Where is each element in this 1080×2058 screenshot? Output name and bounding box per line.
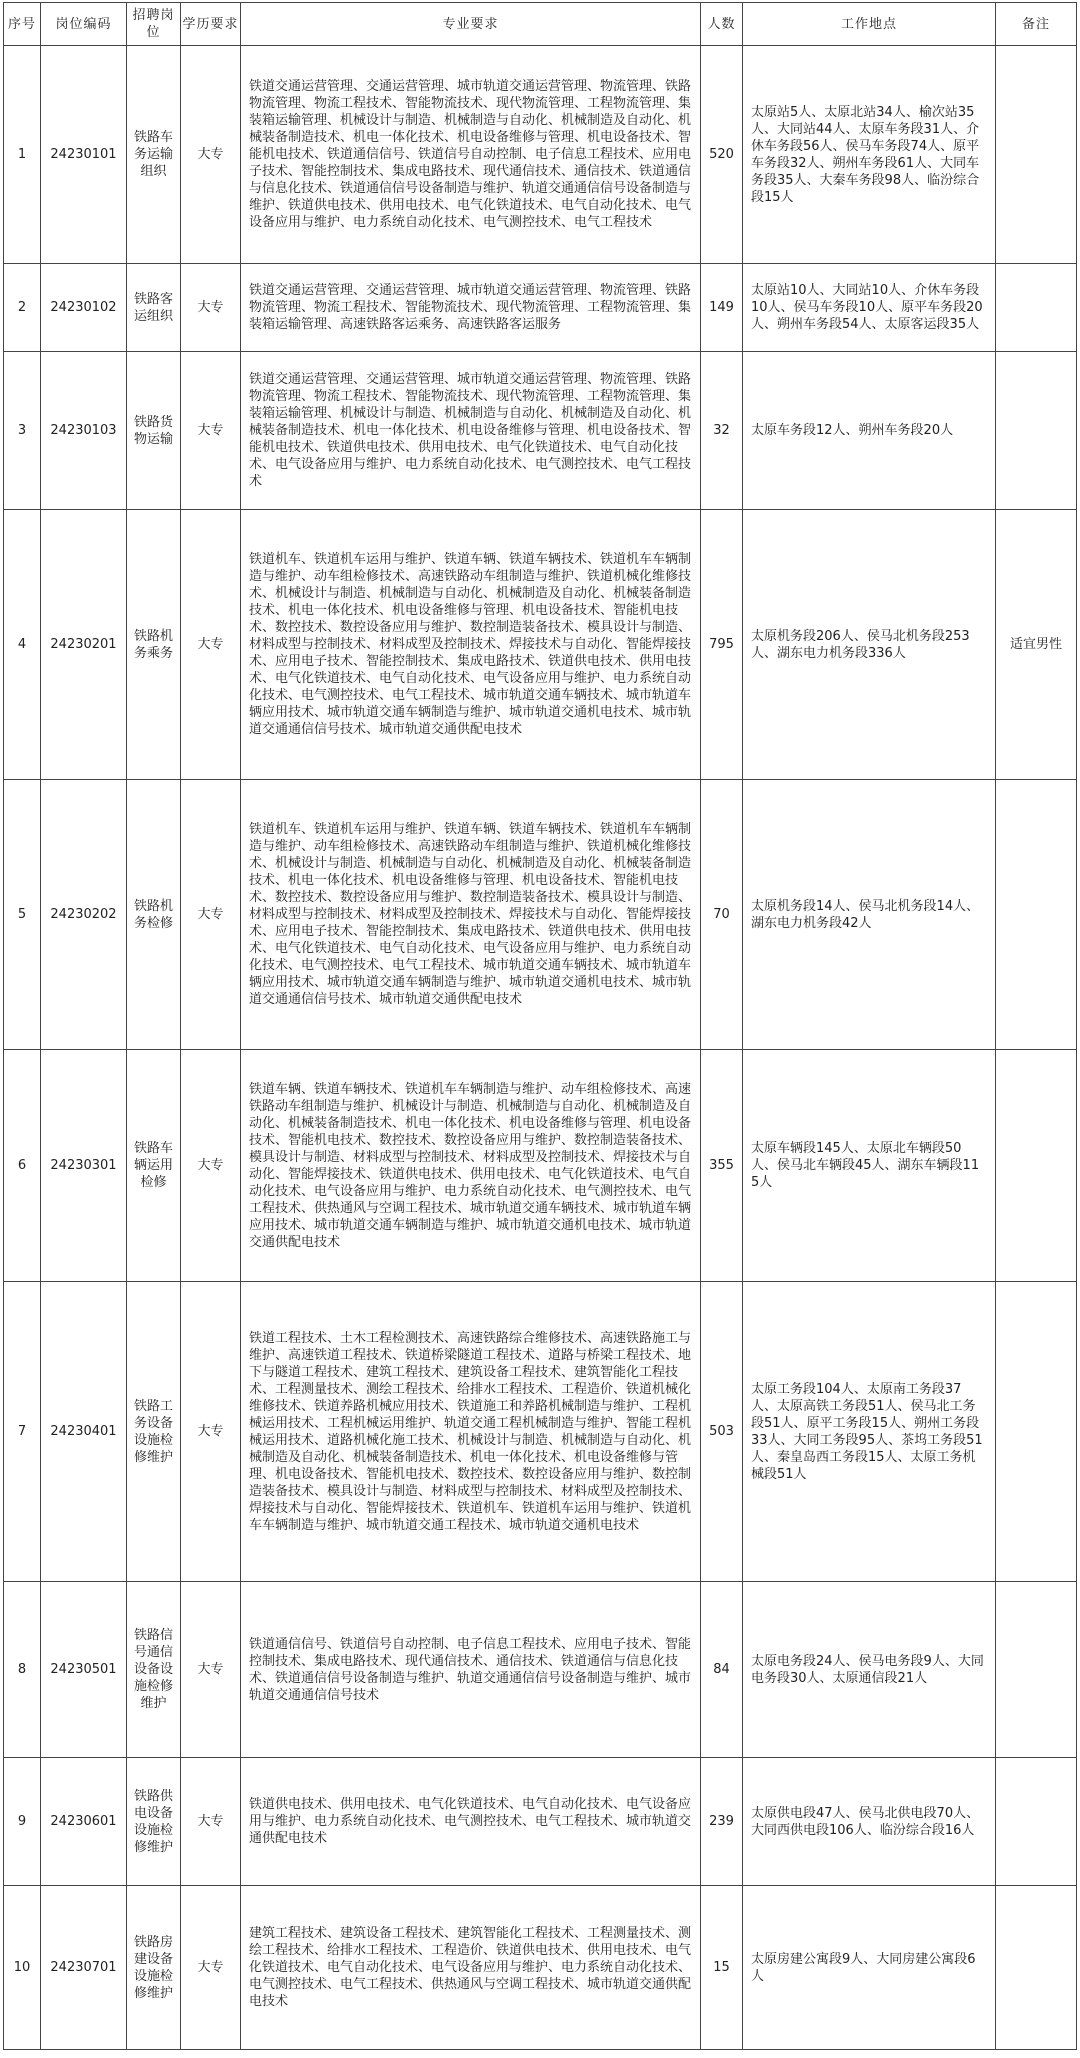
work-location: 太原站10人、大同站10人、介休车务段10人、侯马车务段10人、原平车务段20人、朔州车务段54人、太原客运段35人 bbox=[743, 264, 996, 352]
table-row bbox=[4, 1282, 1077, 1582]
remark bbox=[996, 1886, 1077, 2050]
education-requirement: 大专 bbox=[181, 510, 241, 780]
position-title: 铁路机务乘务 bbox=[127, 510, 181, 780]
table-row bbox=[4, 1886, 1077, 2050]
recruitment-table bbox=[3, 2, 1077, 2050]
table-row bbox=[4, 352, 1077, 510]
major-requirements: 铁道交通运营管理、交通运营管理、城市轨道交通运营管理、物流管理、铁路物流管理、物流工程技术、智能物流技术、现代物流管理、工程物流管理、集装箱运输管理、机械设计与制造、机械制造与自动化、机械制造及自动化、机械装备制造技术、机电一体化技术、机电设备维修与管理、机电设备技术、智能机电技术、铁道供电技术、供用电技术、电气化铁道技术、电气自动化技术、电气设备应用与维护、电力系统自动化技术、电气测控技术、电气工程技术 bbox=[241, 352, 701, 510]
header-location: 工作地点 bbox=[743, 3, 996, 46]
position-code: 24230601 bbox=[41, 1758, 127, 1886]
table-row bbox=[4, 1582, 1077, 1758]
position-code: 24230301 bbox=[41, 1050, 127, 1282]
remark bbox=[996, 264, 1077, 352]
position-code: 24230201 bbox=[41, 510, 127, 780]
table-row bbox=[4, 510, 1077, 780]
position-title: 铁路车务运输组织 bbox=[127, 46, 181, 264]
work-location: 太原车务段12人、朔州车务段20人 bbox=[743, 352, 996, 510]
position-code: 24230401 bbox=[41, 1282, 127, 1582]
position-code: 24230501 bbox=[41, 1582, 127, 1758]
headcount: 15 bbox=[701, 1886, 743, 2050]
work-location: 太原电务段24人、侯马电务段9人、大同电务段30人、太原通信段21人 bbox=[743, 1582, 996, 1758]
headcount: 520 bbox=[701, 46, 743, 264]
row-index: 1 bbox=[4, 46, 41, 264]
work-location: 太原工务段104人、太原南工务段37人、太原高铁工务段51人、侯马北工务段51人、原平工务段15人、朔州工务段33人、大同工务段95人、茶坞工务段51人、秦皇岛西工务段15人、太原工务机械段51人 bbox=[743, 1282, 996, 1582]
remark bbox=[996, 46, 1077, 264]
education-requirement: 大专 bbox=[181, 780, 241, 1050]
major-requirements: 建筑工程技术、建筑设备工程技术、建筑智能化工程技术、工程测量技术、测绘工程技术、给排水工程技术、工程造价、铁道供电技术、供用电技术、电气化铁道技术、电气自动化技术、电气设备应用与维护、电力系统自动化技术、电气测控技术、电气工程技术、供热通风与空调工程技术、城市轨道交通供配电技术 bbox=[241, 1886, 701, 2050]
remark bbox=[996, 352, 1077, 510]
row-index: 6 bbox=[4, 1050, 41, 1282]
work-location: 太原站5人、太原北站34人、榆次站35人、大同站44人、太原车务段31人、介休车务段56人、侯马车务段74人、原平车务段32人、朔州车务段61人、大同车务段35人、大秦车务段98人、临汾综合段15人 bbox=[743, 46, 996, 264]
work-location: 太原车辆段145人、太原北车辆段50人、侯马北车辆段45人、湖东车辆段115人 bbox=[743, 1050, 996, 1282]
headcount: 84 bbox=[701, 1582, 743, 1758]
remark bbox=[996, 1050, 1077, 1282]
major-requirements: 铁道机车、铁道机车运用与维护、铁道车辆、铁道车辆技术、铁道机车车辆制造与维护、动车组检修技术、高速铁路动车组制造与维护、铁道机械化维修技术、机械设计与制造、机械制造与自动化、机械制造及自动化、机械装备制造技术、机电一体化技术、机电设备维修与管理、机电设备技术、智能机电技术、数控技术、数控设备应用与维护、数控制造装备技术、模具设计与制造、材料成型与控制技术、材料成型及控制技术、焊接技术与自动化、智能焊接技术、应用电子技术、智能控制技术、集成电路技术、铁道供电技术、供用电技术、电气化铁道技术、电气自动化技术、电气设备应用与维护、电力系统自动化技术、电气测控技术、电气工程技术、城市轨道交通车辆技术、城市轨道车辆应用技术、城市轨道交通车辆制造与维护、城市轨道交通机电技术、城市轨道交通通信信号技术、城市轨道交通供配电技术 bbox=[241, 510, 701, 780]
row-index: 2 bbox=[4, 264, 41, 352]
header-education: 学历要求 bbox=[181, 3, 241, 46]
table-row bbox=[4, 1758, 1077, 1886]
position-code: 24230701 bbox=[41, 1886, 127, 2050]
row-index: 4 bbox=[4, 510, 41, 780]
education-requirement: 大专 bbox=[181, 1050, 241, 1282]
remark bbox=[996, 1582, 1077, 1758]
row-index: 8 bbox=[4, 1582, 41, 1758]
headcount: 795 bbox=[701, 510, 743, 780]
header-majors: 专业要求 bbox=[241, 3, 701, 46]
position-title: 铁路机务检修 bbox=[127, 780, 181, 1050]
headcount: 149 bbox=[701, 264, 743, 352]
headcount: 355 bbox=[701, 1050, 743, 1282]
header-note: 备注 bbox=[996, 3, 1077, 46]
table-row bbox=[4, 780, 1077, 1050]
remark: 适宜男性 bbox=[996, 510, 1077, 780]
education-requirement: 大专 bbox=[181, 352, 241, 510]
header-index: 序号 bbox=[4, 3, 41, 46]
education-requirement: 大专 bbox=[181, 1758, 241, 1886]
header-code: 岗位编码 bbox=[41, 3, 127, 46]
position-title: 铁路信号通信设备设施检修维护 bbox=[127, 1582, 181, 1758]
headcount: 239 bbox=[701, 1758, 743, 1886]
row-index: 5 bbox=[4, 780, 41, 1050]
work-location: 太原供电段47人、侯马北供电段70人、大同西供电段106人、临汾综合段16人 bbox=[743, 1758, 996, 1886]
major-requirements: 铁道通信信号、铁道信号自动控制、电子信息工程技术、应用电子技术、智能控制技术、集成电路技术、现代通信技术、通信技术、铁道通信与信息化技术、铁道通信信号设备制造与维护、轨道交通通信信号设备制造与维护、城市轨道交通通信信号技术 bbox=[241, 1582, 701, 1758]
major-requirements: 铁道供电技术、供用电技术、电气化铁道技术、电气自动化技术、电气设备应用与维护、电力系统自动化技术、电气测控技术、电气工程技术、城市轨道交通供配电技术 bbox=[241, 1758, 701, 1886]
work-location: 太原房建公寓段9人、大同房建公寓段6人 bbox=[743, 1886, 996, 2050]
headcount: 503 bbox=[701, 1282, 743, 1582]
position-title: 铁路货物运输 bbox=[127, 352, 181, 510]
position-title: 铁路工务设备设施检修维护 bbox=[127, 1282, 181, 1582]
position-code: 24230202 bbox=[41, 780, 127, 1050]
row-index: 9 bbox=[4, 1758, 41, 1886]
education-requirement: 大专 bbox=[181, 1282, 241, 1582]
major-requirements: 铁道交通运营管理、交通运营管理、城市轨道交通运营管理、物流管理、铁路物流管理、物流工程技术、智能物流技术、现代物流管理、工程物流管理、集装箱运输管理、机械设计与制造、机械制造与自动化、机械制造及自动化、机械装备制造技术、机电一体化技术、机电设备维修与管理、机电设备技术、智能机电技术、铁道通信信号、铁道信号自动控制、电子信息工程技术、应用电子技术、智能控制技术、集成电路技术、现代通信技术、通信技术、铁道通信与信息化技术、铁道通信信号设备制造与维护、轨道交通通信信号设备制造与维护、铁道供电技术、供用电技术、电气化铁道技术、电气自动化技术、电气设备应用与维护、电力系统自动化技术、电气测控技术、电气工程技术 bbox=[241, 46, 701, 264]
position-code: 24230102 bbox=[41, 264, 127, 352]
remark bbox=[996, 1282, 1077, 1582]
headcount: 32 bbox=[701, 352, 743, 510]
position-title: 铁路客运组织 bbox=[127, 264, 181, 352]
remark bbox=[996, 780, 1077, 1050]
education-requirement: 大专 bbox=[181, 46, 241, 264]
major-requirements: 铁道交通运营管理、交通运营管理、城市轨道交通运营管理、物流管理、铁路物流管理、物流工程技术、智能物流技术、现代物流管理、工程物流管理、集装箱运输管理、高速铁路客运乘务、高速铁路客运服务 bbox=[241, 264, 701, 352]
header-count: 人数 bbox=[701, 3, 743, 46]
education-requirement: 大专 bbox=[181, 1886, 241, 2050]
row-index: 7 bbox=[4, 1282, 41, 1582]
header-position: 招聘岗位 bbox=[127, 3, 181, 46]
position-code: 24230103 bbox=[41, 352, 127, 510]
table-row bbox=[4, 264, 1077, 352]
table-row bbox=[4, 1050, 1077, 1282]
position-title: 铁路车辆运用检修 bbox=[127, 1050, 181, 1282]
work-location: 太原机务段206人、侯马北机务段253人、湖东电力机务段336人 bbox=[743, 510, 996, 780]
position-code: 24230101 bbox=[41, 46, 127, 264]
work-location: 太原机务段14人、侯马北机务段14人、湖东电力机务段42人 bbox=[743, 780, 996, 1050]
row-index: 3 bbox=[4, 352, 41, 510]
major-requirements: 铁道工程技术、土木工程检测技术、高速铁路综合维修技术、高速铁路施工与维护、高速铁道工程技术、铁道桥梁隧道工程技术、道路与桥梁工程技术、地下与隧道工程技术、建筑工程技术、建筑设备工程技术、建筑智能化工程技术、工程测量技术、测绘工程技术、给排水工程技术、工程造价、铁道机械化维修技术、铁道养路机械应用技术、铁道施工和养路机械制造与维护、工程机械运用技术、工程机械运用维护、轨道交通工程机械制造与维护、智能工程机械运用技术、道路机械化施工技术、机械设计与制造、机械制造与自动化、机械制造及自动化、机械装备制造技术、机电一体化技术、机电设备维修与管理、机电设备技术、智能机电技术、数控技术、数控设备应用与维护、数控制造装备技术、模具设计与制造、材料成型与控制技术、材料成型及控制技术、焊接技术与自动化、智能焊接技术、铁道机车、铁道机车运用与维护、铁道机车车辆制造与维护、城市轨道交通工程技术、城市轨道交通机电技术 bbox=[241, 1282, 701, 1582]
header-row bbox=[4, 3, 1077, 46]
education-requirement: 大专 bbox=[181, 1582, 241, 1758]
major-requirements: 铁道车辆、铁道车辆技术、铁道机车车辆制造与维护、动车组检修技术、高速铁路动车组制造与维护、机械设计与制造、机械制造与自动化、机械制造及自动化、机械装备制造技术、机电一体化技术、机电设备维修与管理、机电设备技术、智能机电技术、数控技术、数控设备应用与维护、数控制造装备技术、模具设计与制造、材料成型与控制技术、材料成型及控制技术、焊接技术与自动化、智能焊接技术、铁道供电技术、供用电技术、电气化铁道技术、电气自动化技术、电气设备应用与维护、电力系统自动化技术、电气测控技术、电气工程技术、供热通风与空调工程技术、城市轨道交通车辆技术、城市轨道车辆应用技术、城市轨道交通车辆制造与维护、城市轨道交通机电技术、城市轨道交通供配电技术 bbox=[241, 1050, 701, 1282]
row-index: 10 bbox=[4, 1886, 41, 2050]
position-title: 铁路房建设备设施检修维护 bbox=[127, 1886, 181, 2050]
position-title: 铁路供电设备设施检修维护 bbox=[127, 1758, 181, 1886]
major-requirements: 铁道机车、铁道机车运用与维护、铁道车辆、铁道车辆技术、铁道机车车辆制造与维护、动车组检修技术、高速铁路动车组制造与维护、铁道机械化维修技术、机械设计与制造、机械制造与自动化、机械制造及自动化、机械装备制造技术、机电一体化技术、机电设备维修与管理、机电设备技术、智能机电技术、数控技术、数控设备应用与维护、数控制造装备技术、模具设计与制造、材料成型与控制技术、材料成型及控制技术、焊接技术与自动化、智能焊接技术、应用电子技术、智能控制技术、集成电路技术、铁道供电技术、供用电技术、电气化铁道技术、电气自动化技术、电气设备应用与维护、电力系统自动化技术、电气测控技术、电气工程技术、城市轨道交通车辆技术、城市轨道车辆应用技术、城市轨道交通车辆制造与维护、城市轨道交通机电技术、城市轨道交通通信信号技术、城市轨道交通供配电技术 bbox=[241, 780, 701, 1050]
education-requirement: 大专 bbox=[181, 264, 241, 352]
remark bbox=[996, 1758, 1077, 1886]
headcount: 70 bbox=[701, 780, 743, 1050]
table-row bbox=[4, 46, 1077, 264]
